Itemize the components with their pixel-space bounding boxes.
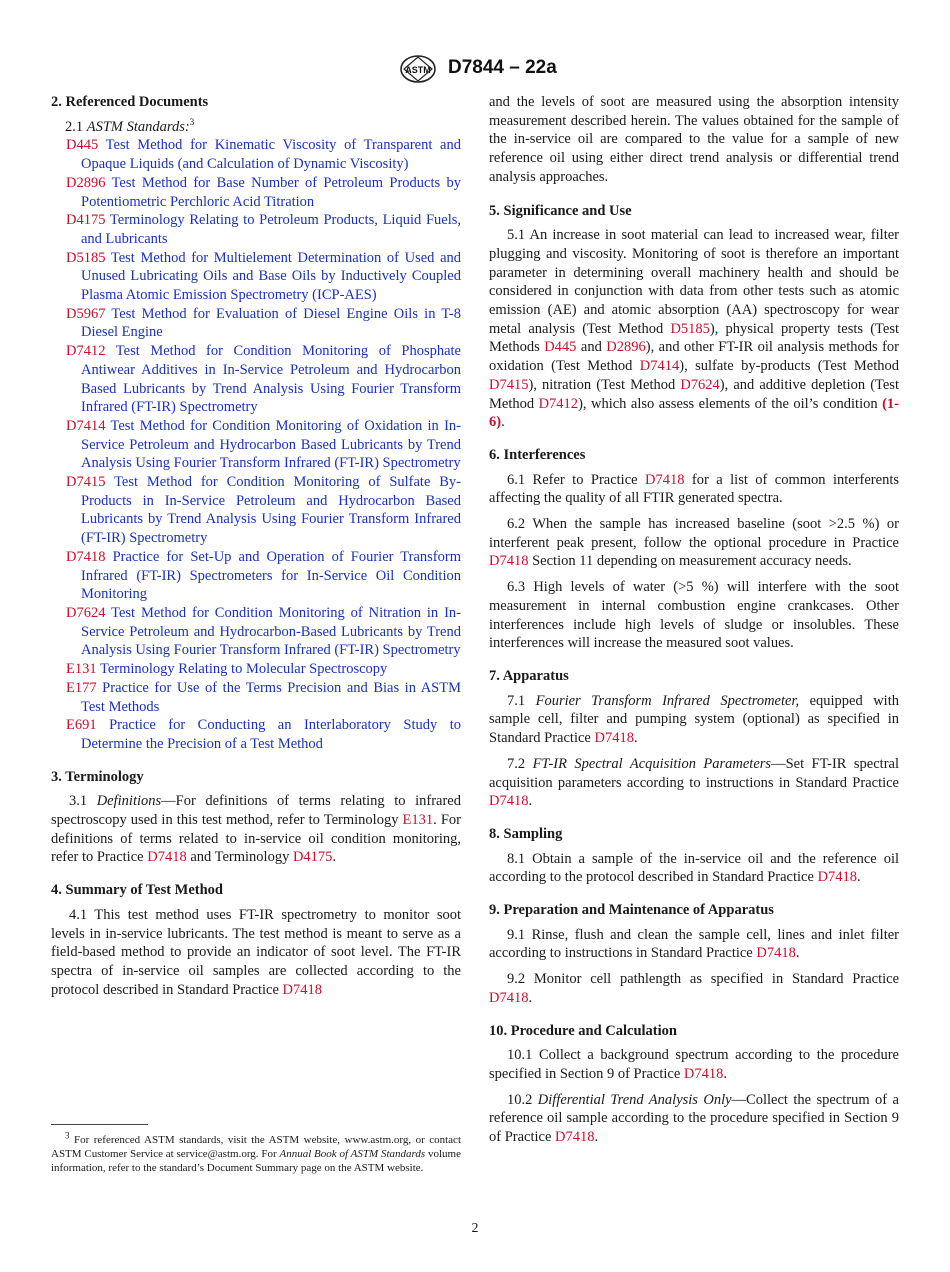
reference-link[interactable]: D7418 — [756, 945, 796, 962]
reference-title-link[interactable]: Test Method for Evaluation of Diesel Engine Oils in T-8 Diesel Engine — [81, 305, 461, 341]
reference-link[interactable]: D7418 — [147, 849, 187, 866]
reference-link[interactable]: D2896 — [606, 339, 646, 356]
footnote-divider — [51, 1124, 148, 1125]
reference-item — [51, 660, 461, 679]
reference-link[interactable]: E131 — [402, 812, 434, 829]
astm-standards-label: 2.1 ASTM Standards:$^3$ — [65, 116, 195, 135]
reference-title-link[interactable]: Practice for Use of the Terms Precision and Bias in ASTM Test Methods — [81, 679, 461, 715]
reference-link[interactable]: D7418 — [594, 730, 634, 747]
reference-title-link[interactable]: Terminology Relating to Petroleum Products, Liquid Fuels, and Lubricants — [81, 212, 461, 247]
section-significance — [489, 202, 899, 432]
reference-title-link[interactable]: Test Method for Base Number of Petroleum Products by Potentiometric Perchloric Acid Titration — [81, 174, 461, 210]
reference-item — [51, 417, 461, 473]
reference-title-link[interactable]: Practice for Conducting an Interlaboratory Study to Determine the Precision of a Test Method — [81, 717, 461, 752]
reference-code-link[interactable]: D7414 — [66, 417, 106, 434]
reference-title-link[interactable]: Terminology Relating to Molecular Spectroscopy — [96, 661, 388, 678]
paragraph: 8.1 Obtain a sample of the in-service oil and the reference oil according to the protocol described in Standard Practice D7418. — [489, 850, 899, 886]
page-number: 2 — [471, 1221, 479, 1236]
section-terminology — [51, 768, 461, 868]
reference-link[interactable]: D7418 — [555, 1129, 595, 1146]
reference-link[interactable]: D7418 — [489, 553, 529, 570]
reference-item — [51, 473, 461, 548]
section-apparatus — [489, 667, 899, 811]
reference-item — [51, 548, 461, 604]
reference-link[interactable]: D4175 — [292, 849, 333, 866]
right-column — [489, 93, 899, 1161]
reference-item — [51, 342, 461, 417]
reference-item — [51, 305, 461, 342]
page-header — [0, 54, 950, 84]
reference-code-link[interactable]: D5185 — [66, 249, 106, 266]
reference-link[interactable]: D7418 — [489, 989, 529, 1006]
astm-logo-icon — [398, 54, 438, 84]
reference-link[interactable]: D7418 — [282, 981, 323, 998]
left-column — [51, 93, 461, 1013]
reference-code-link[interactable]: E131 — [66, 661, 97, 678]
section-heading: 4. Summary of Test Method — [51, 882, 223, 899]
paragraph: 9.2 Monitor cell pathlength as specified in Standard Practice D7418. — [489, 971, 899, 1006]
section-sampling — [489, 825, 899, 887]
reference-title-link[interactable]: Test Method for Multielement Determination of Used and Unused Lubricating Oils and Base Oils by Inductively Coupled Plasma Atomic Emission Spectrometry (ICP-AES) — [81, 249, 461, 304]
section-heading: 3. Terminology — [51, 768, 144, 785]
section-heading: 8. Sampling — [489, 825, 563, 842]
reference-item — [51, 604, 461, 660]
paragraph: 4.1 This test method uses FT-IR spectrometry to monitor soot levels in in-service lubricants. The test method is meant to serve as a field-based method to provide an indicator of soot level. The FT-IR spectra of in-service oil samples are collected according to the protocol described in Standard Practice D7418 — [51, 906, 461, 998]
reference-code-link[interactable]: E691 — [66, 717, 97, 734]
paragraph: 6.3 High levels of water (>5 %) will interfere with the soot measurement in internal combustion engine crankcases. Other interferences include high levels of sludge or insolubles. These interferences will increase the measured soot values. — [489, 579, 899, 652]
section-heading: 5. Significance and Use — [489, 202, 632, 219]
section-referenced-documents — [51, 93, 461, 754]
paragraph: 10.1 Collect a background spectrum according to the procedure specified in Section 9 of Practice D7418. — [489, 1047, 899, 1082]
paragraph-continued: and the levels of soot are measured using the absorption intensity measurement described herein. The values obtained for the sample of the in-service oil are compared to the value for a sample of new reference oil using either direct trend analysis or differential trend analysis approaches. — [489, 94, 899, 185]
reference-title-link[interactable]: Test Method for Condition Monitoring of Phosphate Antiwear Additives in In-Service Petroleum and Hydrocarbon Based Lubricants by Trend Analysis Using Fourier Transform Infrared (FT-IR) Spectrometry — [81, 343, 461, 416]
reference-code-link[interactable]: D7418 — [66, 548, 106, 565]
reference-link[interactable]: D7412 — [538, 395, 579, 412]
bibliography-link[interactable]: (1-6) — [489, 395, 899, 431]
section-heading: 10. Procedure and Calculation — [489, 1022, 677, 1039]
section-heading: 2. Referenced Documents — [51, 94, 209, 110]
reference-code-link[interactable]: D5967 — [66, 305, 106, 322]
reference-title-link[interactable]: Test Method for Condition Monitoring of Nitration in In-Service Petroleum and Hydrocarbon-Based Lubricants by Trend Analysis Using Fourier Transform Infrared (FT-IR) Spectrometry — [81, 604, 461, 659]
reference-code-link[interactable]: D7412 — [66, 343, 106, 360]
footnote: $^3$ For referenced ASTM standards, visit the ASTM website, www.astm.org, or contact ASTM Customer Service at service@astm.org. For Annual Book of ASTM Standards volume information, refer to the standard’s Document Summary page on the ASTM website. — [51, 1130, 461, 1174]
reference-link[interactable]: D7415 — [489, 376, 529, 393]
paragraph: 9.1 Rinse, flush and clean the sample cell, lines and inlet filter according to instructions in Standard Practice D7418. — [489, 926, 899, 962]
reference-item — [51, 679, 461, 716]
reference-link[interactable]: D7624 — [680, 376, 720, 393]
reference-list — [51, 136, 461, 753]
document-id: D7844 – 22a — [448, 57, 557, 78]
paragraph: 6.2 When the sample has increased baseline (soot >2.5 %) or interferent peak present, follow the optional procedure in Practice D7418 Section 11 depending on measurement accuracy needs. — [489, 516, 899, 570]
reference-item — [51, 249, 461, 305]
section-summary — [51, 881, 461, 999]
reference-title-link[interactable]: Practice for Set-Up and Operation of Fourier Transform Infrared (FT-IR) Spectrometers for In-Service Oil Condition Monitoring — [81, 548, 461, 603]
paragraph: 6.1 Refer to Practice D7418 for a list of common interferents affecting the quality of all FTIR generated spectra. — [489, 471, 899, 507]
reference-item — [51, 174, 461, 211]
section-heading: 7. Apparatus — [489, 667, 569, 684]
reference-item — [51, 136, 461, 173]
reference-link[interactable]: D5185 — [670, 320, 710, 337]
reference-link[interactable]: D7418 — [489, 793, 529, 810]
reference-code-link[interactable]: E177 — [66, 679, 97, 696]
reference-link[interactable]: D445 — [544, 339, 577, 356]
section-interferences — [489, 446, 899, 653]
reference-code-link[interactable]: D2896 — [66, 174, 106, 191]
svg-text:ASTM: ASTM — [405, 65, 431, 75]
reference-code-link[interactable]: D445 — [66, 137, 99, 154]
paragraph: 5.1 An increase in soot material can lead to increased wear, filter plugging and viscosity. Monitoring of soot is therefore an important parameter in determining overall machinery health and should be considered in conjunction with data from other tests such as atomic emission (AE) and atomic absorption (AA) spectroscopy for wear metal analysis (Test Method D5185), physical property tests (Test Methods D445 and D2896), and other FT-IR oil analysis methods for oxidation (Test Method D7414), sulfate by-products (Test Method D7415), nitration (Test Method D7624), and additive depletion (Test Method D7412), which also assess elements of the oil’s condition (1-6). — [489, 227, 900, 431]
reference-code-link[interactable]: D7415 — [66, 474, 106, 491]
section-heading: 6. Interferences — [489, 446, 586, 463]
reference-title-link[interactable]: Test Method for Condition Monitoring of Sulfate By-Products in In-Service Petroleum and Hydrocarbon Based Lubricants by Trend Analysis Using Fourier Transform Infrared (FT-IR) Spectrometry — [81, 474, 461, 547]
paragraph: 10.2 Differential Trend Analysis Only—Collect the spectrum of a reference oil sample according to the procedure specified in Section 9 of Practice D7418. — [489, 1091, 899, 1146]
paragraph: 7.1 Fourier Transform Infrared Spectrometer, equipped with sample cell, filter and pumping system (optional) as specified in Standard Practice D7418. — [489, 692, 899, 747]
paragraph: 7.2 FT-IR Spectral Acquisition Parameters—Set FT-IR spectral acquisition parameters according to instructions in Standard Practice D7418. — [489, 755, 899, 810]
reference-code-link[interactable]: D7624 — [66, 604, 106, 621]
section-procedure — [489, 1022, 899, 1147]
reference-item — [51, 716, 461, 753]
reference-item — [51, 211, 461, 248]
section-preparation — [489, 901, 899, 1008]
reference-title-link[interactable]: Test Method for Kinematic Viscosity of Transparent and Opaque Liquids (and Calculation of Dynamic Viscosity) — [81, 137, 461, 173]
reference-title-link[interactable]: Test Method for Condition Monitoring of Oxidation in In-Service Petroleum and Hydrocarbon Based Lubricants by Trend Analysis Using Fourier Transform Infrared (FT-IR) Spectrometry — [81, 417, 461, 472]
reference-link[interactable]: D7418 — [645, 471, 685, 488]
reference-link[interactable]: D7418 — [683, 1065, 724, 1082]
paragraph: 3.1 Definitions—For definitions of terms relating to infrared spectroscopy used in this test method, refer to Terminology E131. For definitions of terms related to in-service oil condition monitoring, refer to Practice D7418 and Terminology D4175. — [51, 793, 461, 866]
section-heading: 9. Preparation and Maintenance of Apparatus — [489, 902, 774, 919]
reference-link[interactable]: D7414 — [639, 358, 680, 375]
reference-link[interactable]: D7418 — [817, 869, 858, 886]
reference-code-link[interactable]: D4175 — [66, 212, 106, 229]
